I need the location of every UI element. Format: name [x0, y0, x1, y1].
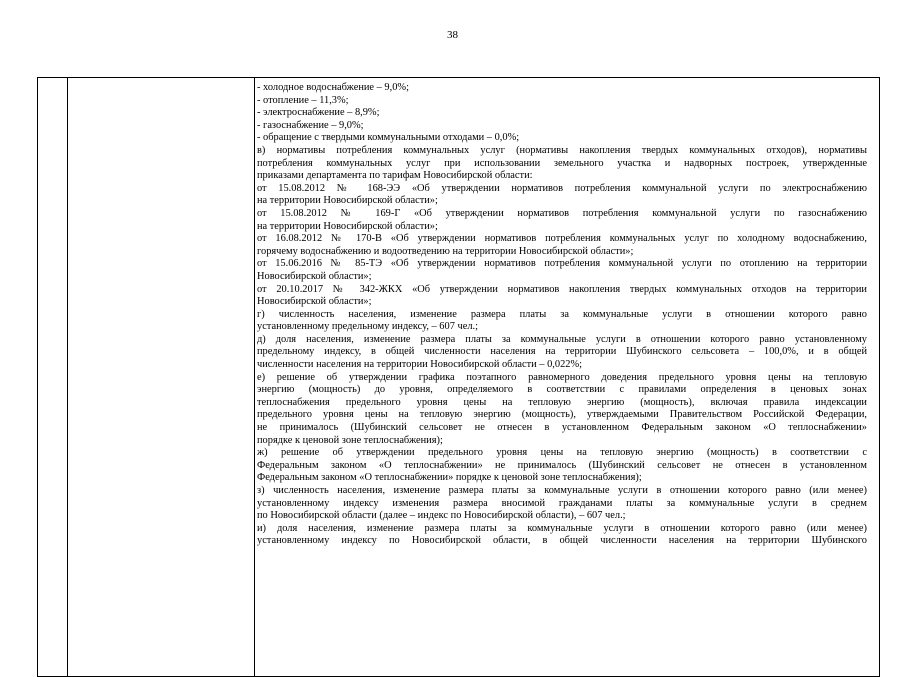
text-line: на территории Новосибирской области»;	[257, 220, 438, 232]
text-line: от 20.10.2017 № 342-ЖКХ «Об утверждении нормативов накопления твердых коммунальных отходов на территории	[257, 283, 867, 295]
page-number: 38	[447, 29, 458, 41]
text-line: в) нормативы потребления коммунальных услуг (нормативы накопления твердых коммунальных отходов), нормативы	[257, 144, 867, 156]
text-line: теплоснабжения предельного уровня цены на тепловую энергию (мощность), включая правила индексации	[257, 396, 867, 408]
text-line: горячему водоснабжению и водоотведению на территории Новосибирской области»;	[257, 245, 634, 257]
text-line: приказами департамента по тарифам Новосибирской области:	[257, 170, 533, 182]
text-line: Федеральным законом «О теплоснабжении» порядке к ценовой зоне теплоснабжения);	[257, 472, 642, 484]
text-line: энергию (мощность) до уровня, определяемого в соответствии с правилами определения в ценовых зонах	[257, 384, 867, 396]
text-line: е) решение об утверждении графика поэтапного равномерного доведения предельного уровня цены на тепловую	[257, 371, 867, 383]
text-line: порядке к ценовой зоне теплоснабжения);	[257, 434, 443, 446]
text-line: - газоснабжение – 9,0%;	[257, 119, 364, 131]
text-line: - отопление – 11,3%;	[257, 94, 349, 106]
text-line: предельному индексу, в общей численности населения на территории Шубинского сельсовета – 100,0%, и в общей	[257, 346, 867, 358]
text-line: не принималось (Шубинский сельсовет не отнесен в установленном Федеральным законом «О теплоснабжении»	[257, 422, 867, 434]
text-line: установленному предельному индексу, – 607 чел.;	[257, 321, 478, 333]
text-line: - холодное водоснабжение – 9,0%;	[257, 82, 409, 93]
text-line: - электроснабжение – 8,9%;	[257, 107, 380, 119]
text-line: от 15.08.2012 № 169-Г «Об утверждении нормативов потребления коммунальной услуги по газоснабжению	[257, 207, 867, 219]
text-line: - обращение с твердыми коммунальными отходами – 0,0%;	[257, 132, 520, 144]
text-line: по Новосибирской области (далее – индекс по Новосибирской области), – 607 чел.;	[257, 510, 626, 522]
text-line: от 15.08.2012 № 168-ЭЭ «Об утверждении нормативов потребления коммунальной услуги по электроснабжению	[257, 182, 867, 194]
text-line: от 16.08.2012 № 170-В «Об утверждении нормативов потребления коммунальных услуг по холодному водоснабжению,	[257, 233, 867, 245]
text-line: з) численность населения, изменение размера платы за коммунальные услуги в отношении которого равно (или менее)	[257, 485, 867, 496]
text-line: Новосибирской области»;	[257, 270, 372, 282]
column-divider-2	[254, 78, 255, 676]
text-line: ж) решение об утверждении предельного уровня цены на тепловую энергию (мощность) в соответствии с	[257, 447, 867, 459]
text-line: Новосибирской области»;	[257, 296, 372, 308]
text-line: численности населения на территории Новосибирской области – 0,022%;	[257, 359, 583, 371]
text-line: и) доля населения, изменение размера платы за коммунальные услуги в отношении которого равно (или менее)	[257, 522, 867, 534]
text-line: установленному индексу по Новосибирской области, в общей численности населения на территории Шубинского	[257, 535, 867, 547]
text-line: на территории Новосибирской области»;	[257, 195, 438, 207]
text-line: предельного уровня цены на тепловую энергию (мощность), утверждаемыми Правительством Российской Федерации,	[257, 409, 867, 421]
text-line: потребления коммунальных услуг при использовании земельного участка и надворных построек, утвержденные	[257, 157, 867, 169]
column-divider-1	[67, 78, 68, 676]
text-line: д) доля населения, изменение размера платы за коммунальные услуги в отношении которого равно установленному	[257, 333, 867, 345]
cell-text	[257, 82, 867, 548]
text-line: Федеральным законом «О теплоснабжении» не принималось (Шубинский сельсовет не отнесен в установленном	[257, 459, 867, 471]
text-line: г) численность населения, изменение размера платы за коммунальные услуги в отношении которого равно	[257, 308, 867, 320]
text-line: установленному индексу изменения размера вносимой гражданами платы за коммунальные услуги в среднем	[257, 497, 867, 509]
text-line: от 15.06.2016 № 85-ТЭ «Об утверждении нормативов потребления коммунальной услуги по отоплению на территории	[257, 258, 867, 270]
